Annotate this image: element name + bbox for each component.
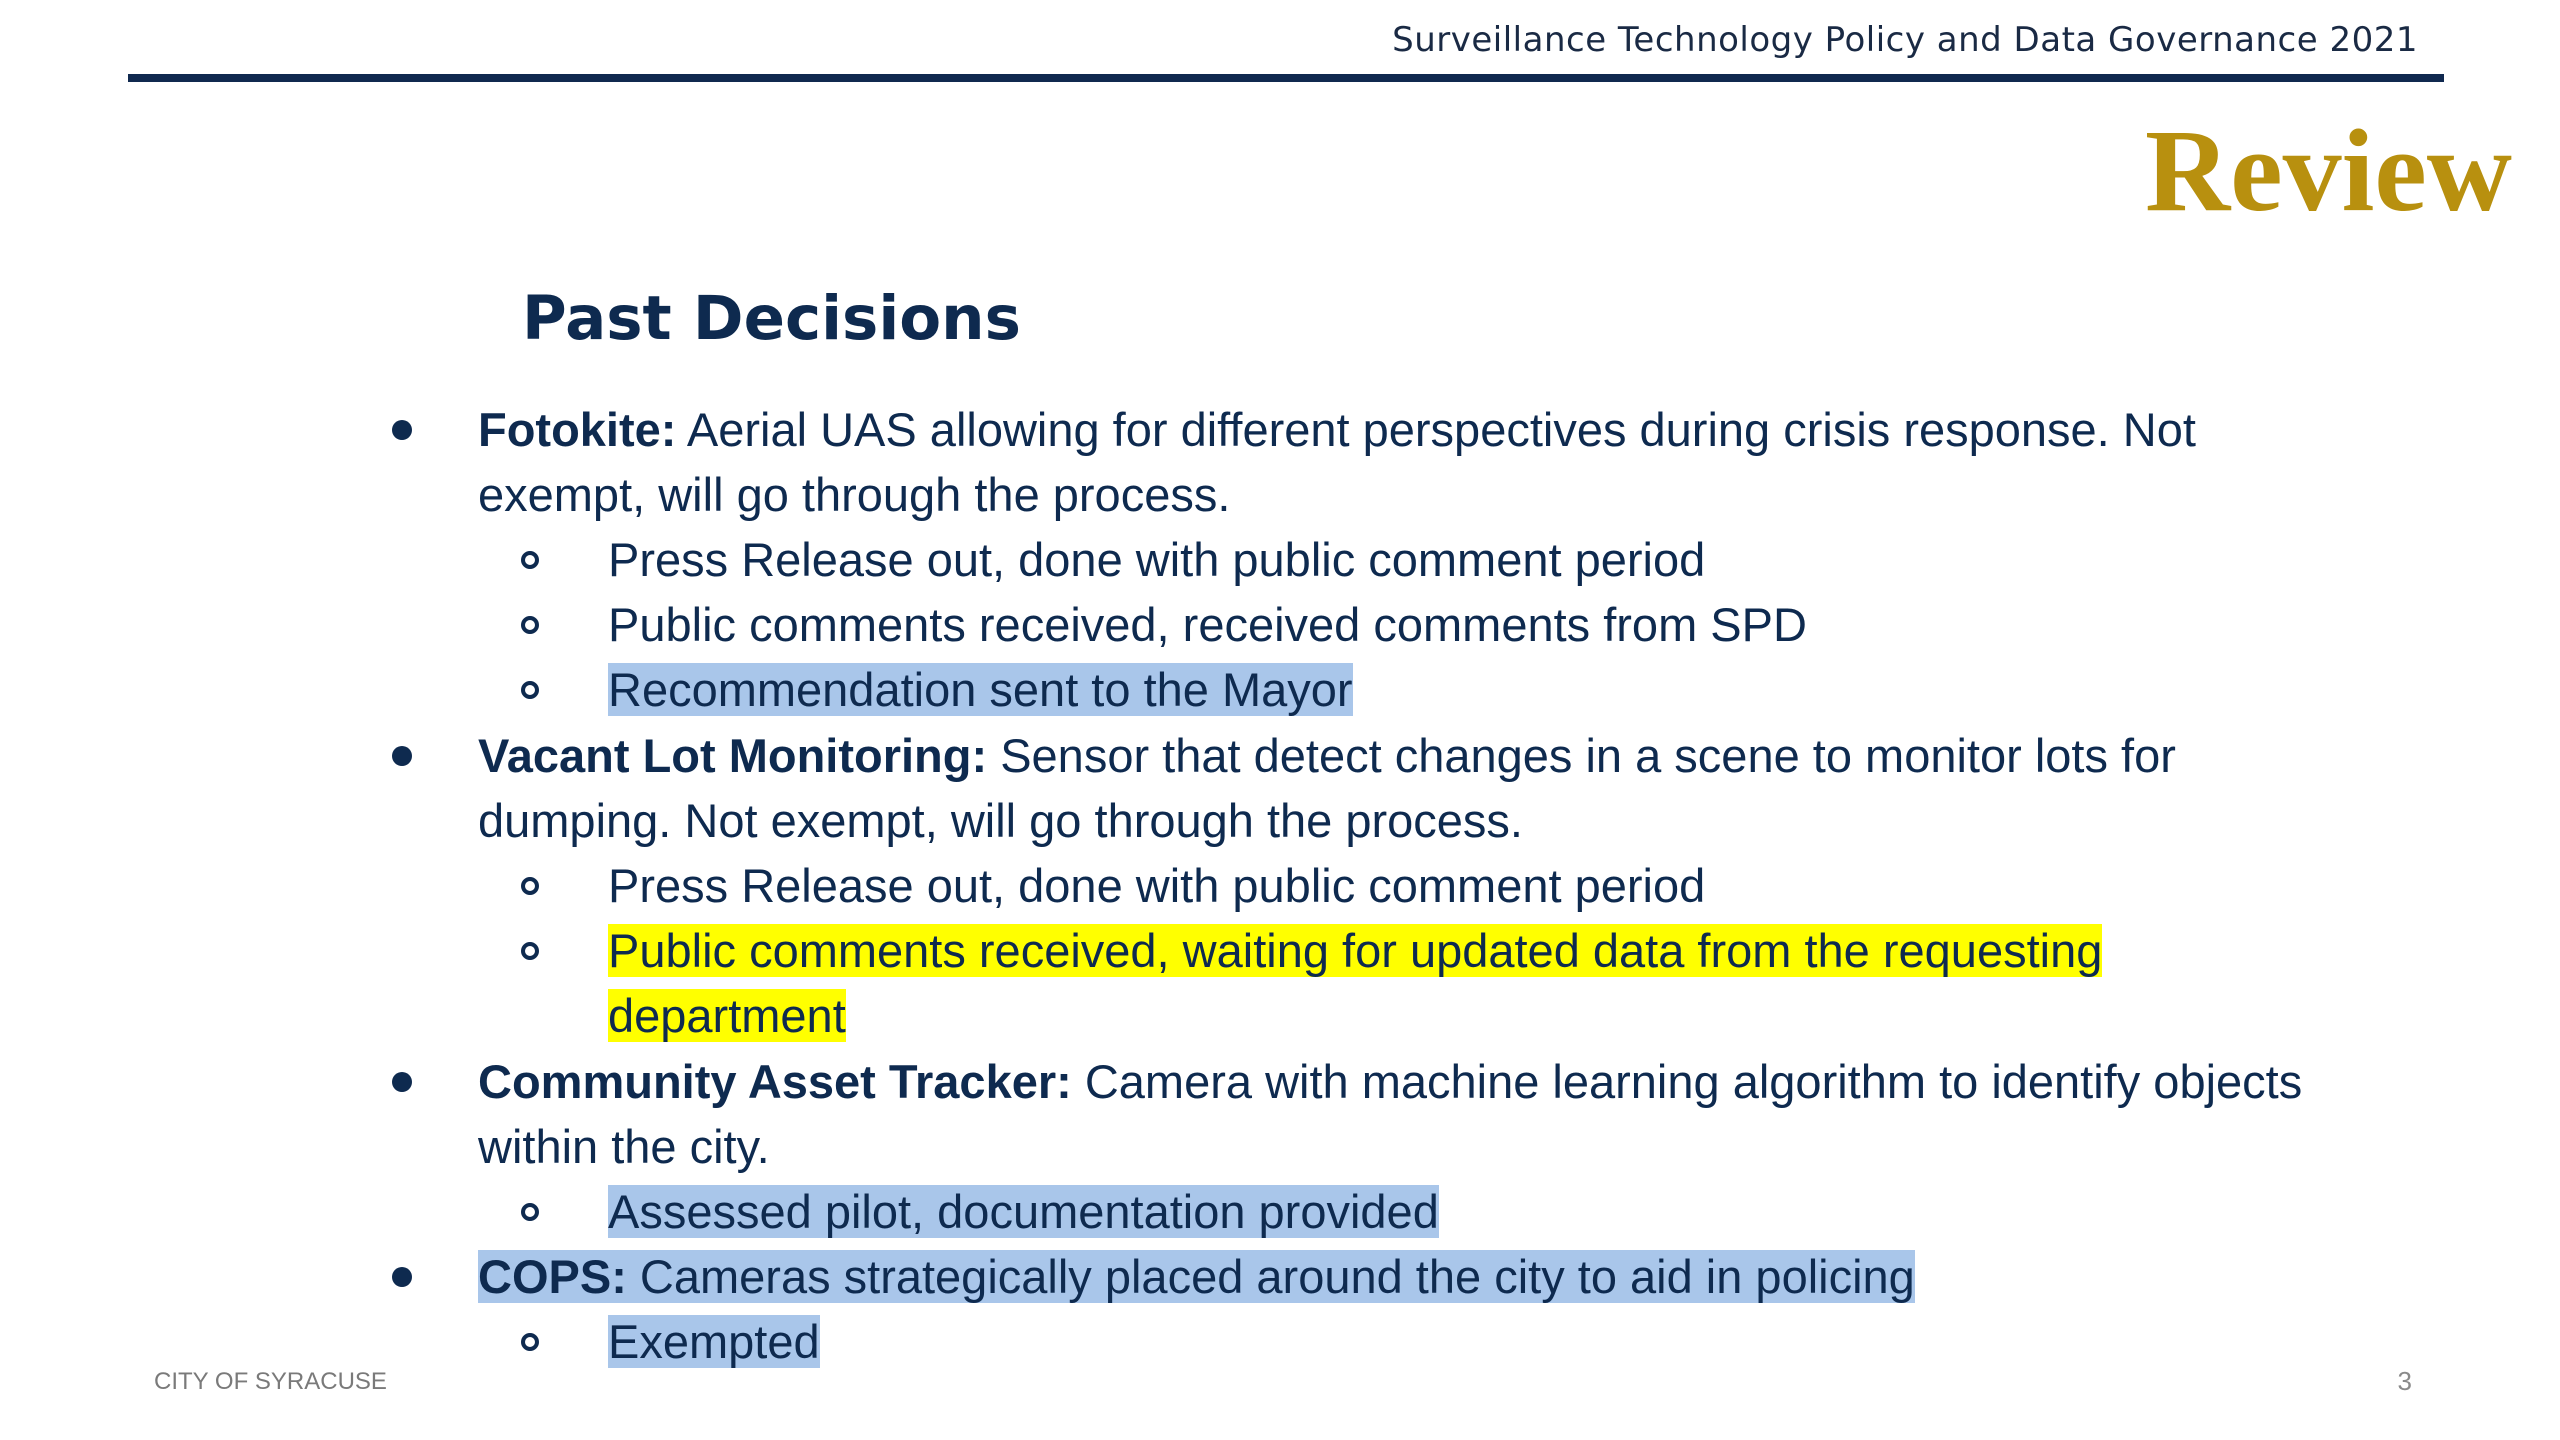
bullet-dot-icon (392, 1072, 412, 1092)
header-title: Surveillance Technology Policy and Data Governance 2021 (1392, 20, 2418, 60)
item-description: Aerial UAS allowing for different perspectives during crisis response. Not (676, 403, 2196, 456)
item-term: Community Asset Tracker: (478, 1055, 1072, 1108)
sub-item-highlighted-continued: department (608, 989, 846, 1042)
list-item-community-asset-tracker (478, 1050, 2302, 1114)
item-description: Camera with machine learning algorithm to identify objects (1071, 1055, 2303, 1108)
sub-item-highlighted: Exempted (608, 1315, 820, 1368)
list-item-fotokite (478, 398, 2196, 462)
bullet-ring-icon (521, 1203, 539, 1221)
footer-org: CITY OF SYRACUSE (154, 1368, 387, 1395)
bullet-dot-icon (392, 420, 412, 440)
bullet-ring-icon (521, 1333, 539, 1351)
bullet-ring-icon (521, 616, 539, 634)
item-description-continued: exempt, will go through the process. (478, 468, 1231, 521)
sub-item: Press Release out, done with public comment period (608, 859, 1706, 912)
bullet-ring-icon (521, 551, 539, 569)
item-description-continued: dumping. Not exempt, will go through the process. (478, 794, 1523, 847)
item-term: Fotokite: (478, 403, 677, 456)
sub-item-highlighted: Public comments received, waiting for updated data from the requesting (608, 924, 2103, 977)
bullet-dot-icon (392, 746, 412, 766)
sub-item-highlighted: Assessed pilot, documentation provided (608, 1185, 1439, 1238)
item-description: Sensor that detect changes in a scene to monitor lots for (987, 729, 2176, 782)
item-description-continued: within the city. (478, 1120, 770, 1173)
bullet-ring-icon (521, 681, 539, 699)
bullet-ring-icon (521, 877, 539, 895)
bullet-ring-icon (521, 942, 539, 960)
page-number: 3 (2397, 1366, 2412, 1396)
list-item-cops (478, 1245, 1915, 1309)
review-badge: Review (2145, 105, 2512, 236)
sub-item: Press Release out, done with public comment period (608, 533, 1706, 586)
sub-item: Public comments received, received comments from SPD (608, 598, 1807, 651)
bullet-dot-icon (392, 1267, 412, 1287)
item-term: COPS: (478, 1250, 627, 1303)
section-heading: Past Decisions (522, 283, 1021, 354)
item-term: Vacant Lot Monitoring: (478, 729, 988, 782)
list-item-vacant-lot-monitoring (478, 724, 2176, 788)
sub-item-highlighted: Recommendation sent to the Mayor (608, 663, 1353, 716)
item-description: Cameras strategically placed around the city to aid in policing (626, 1250, 1915, 1303)
